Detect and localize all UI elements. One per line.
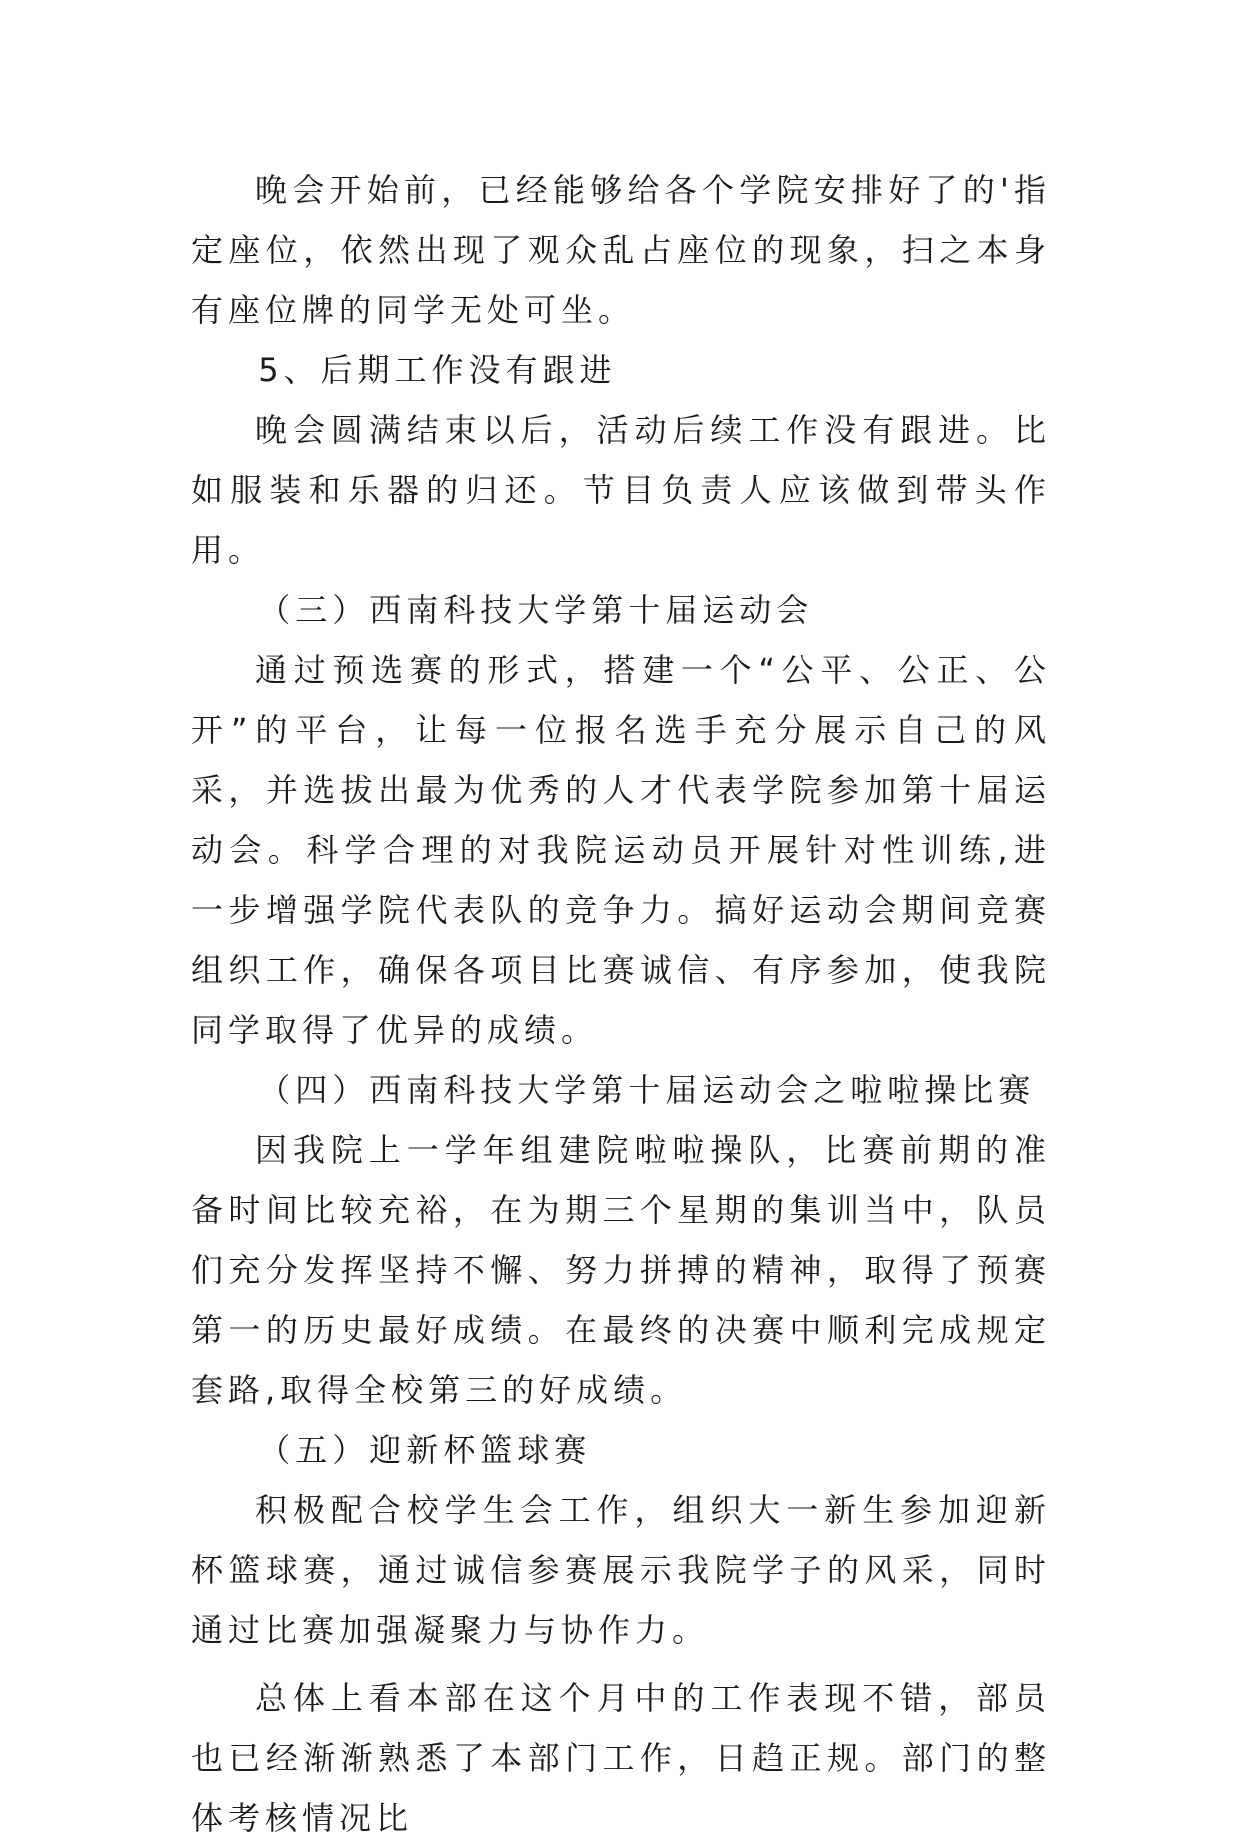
paragraph-summary: 总体上看本部在这个月中的工作表现不错，部员也已经渐渐熟悉了本部门工作，日趋正规。部门的整体考核情况比 [191,1679,1051,1837]
heading-basketball: （五）迎新杯篮球赛 [258,1431,592,1469]
document-body [191,160,1051,1848]
heading-follow-up: 5、后期工作没有跟进 [258,351,617,389]
paragraph-cheerleading: 因我院上一学年组建院啦啦操队，比赛前期的准备时间比较充裕，在为期三个星期的集训当中，队员们充分发挥坚持不懈、努力拼搏的精神，取得了预赛第一的历史最好成绩。在最终的决赛中顺利完成规定套路,取得全校第三的好成绩。 [191,1131,1051,1409]
paragraph-follow-up: 晚会圆满结束以后，活动后续工作没有跟进。比如服装和乐器的归还。节目负责人应该做到带头作用。 [191,411,1051,569]
paragraph-basketball: 积极配合校学生会工作，组织大一新生参加迎新杯篮球赛，通过诚信参赛展示我院学子的风采，同时通过比赛加强凝聚力与协作力。 [191,1491,1051,1649]
paragraph-sports-meet: 通过预选赛的形式，搭建一个“公平、公正、公开”的平台，让每一位报名选手充分展示自己的风采，并选拔出最为优秀的人才代表学院参加第十届运动会。科学合理的对我院运动员开展针对性训练,进一步增强学院代表队的竞争力。搞好运动会期间竞赛组织工作，确保各项目比赛诚信、有序参加，使我院同学取得了优异的成绩。 [191,651,1051,1049]
paragraph-seating-issue: 晚会开始前，已经能够给各个学院安排好了的'指定座位，依然出现了观众乱占座位的现象，扫之本身有座位牌的同学无处可坐。 [191,171,1051,329]
heading-sports-meet: （三）西南科技大学第十届运动会 [258,591,814,629]
heading-cheerleading: （四）西南科技大学第十届运动会之啦啦操比赛 [258,1071,1036,1109]
